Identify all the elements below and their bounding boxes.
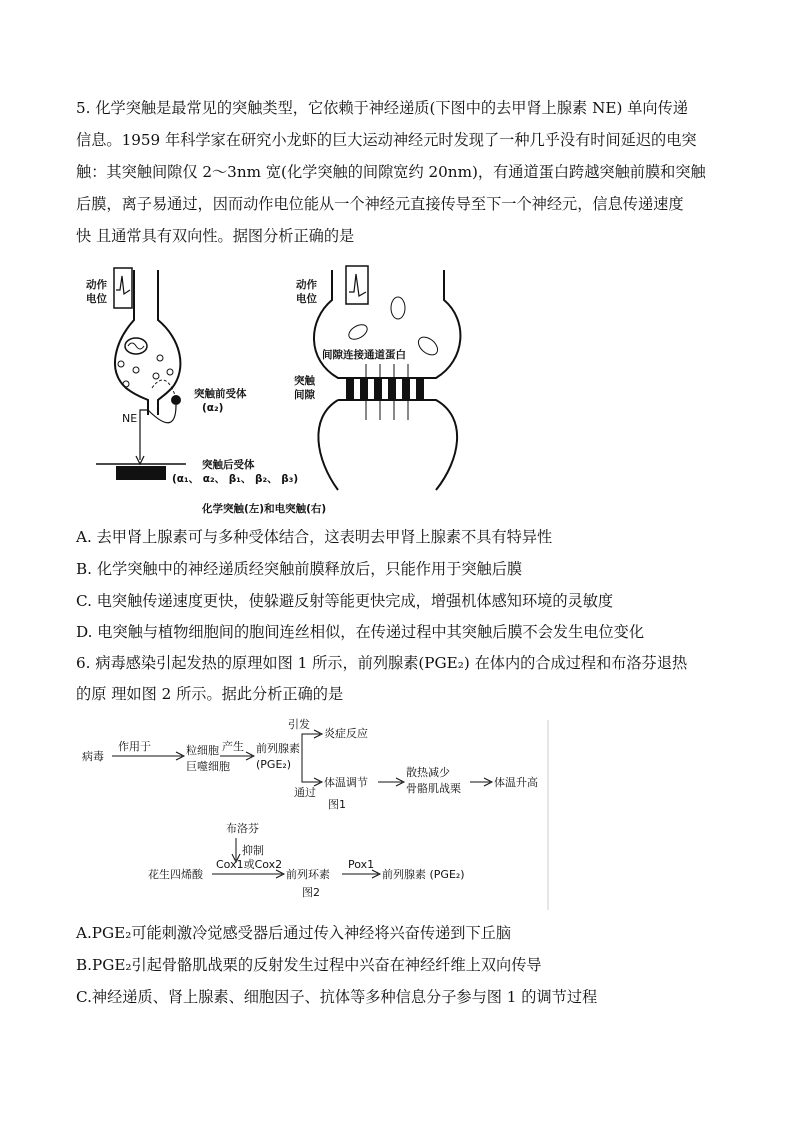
- q6-stem-line-2: 的原 理如图 2 所示。据此分析正确的是: [76, 685, 344, 703]
- q6-option-a: A.PGE₂可能刺激冷觉感受器后通过传入神经将兴奋传递到下丘脑: [76, 924, 512, 942]
- fig1-pge-line1: 前列腺素: [256, 742, 300, 755]
- right-potential-label-2: 电位: [296, 293, 317, 305]
- cleft-label-1: 突触: [294, 375, 315, 387]
- fig2-aa: 花生四烯酸: [148, 868, 203, 881]
- fig1-result: 体温升高: [494, 776, 538, 789]
- q5-option-c: C. 电突触传递速度更快，使躲避反射等能更快完成，增强机体感知环境的灵敏度: [76, 592, 614, 610]
- q5-option-b: B. 化学突触中的神经递质经突触前膜释放后，只能作用于突触后膜: [76, 560, 523, 578]
- q5-option-d: D. 电突触与植物细胞间的胞间连丝相似，在传递过程中其突触后膜不会发生电位变化: [76, 623, 645, 641]
- cleft-label-2: 间隙: [294, 389, 315, 401]
- fig1-thermo: 体温调节: [324, 776, 368, 789]
- pre-receptor-dot: [171, 395, 181, 405]
- q5-stem-line-5: 快 且通常具有双向性。据图分析正确的是: [76, 227, 355, 245]
- pre-receptor-sub: (α₂): [202, 402, 224, 414]
- left-potential-label-1: 动作: [86, 279, 107, 291]
- q6-option-c: C.神经递质、肾上腺素、细胞因子、抗体等多种信息分子参与图 1 的调节过程: [76, 988, 598, 1006]
- post-receptor-block: [116, 466, 166, 480]
- right-potential-label-1: 动作: [296, 279, 317, 291]
- fig2-ibuprofen: 布洛芬: [226, 822, 259, 835]
- fig2-caption: 图2: [302, 886, 320, 899]
- fig1-acts-on: 作用于: [118, 740, 151, 753]
- fig1-pge-line2: (PGE₂): [256, 758, 292, 771]
- gap-channel-label: 间隙连接通道蛋白: [322, 349, 406, 361]
- fig2-product: 前列腺素 (PGE₂): [382, 868, 465, 881]
- fig1-cell2: 巨噬细胞: [186, 760, 230, 773]
- fig2-endoperoxide: 前列环素: [286, 868, 330, 881]
- q5-stem-line-3: 触：其突触间隙仅 2～3nm 宽(化学突触的间隙宽约 20nm)，有通道蛋白跨越突触前膜和突触: [76, 163, 706, 181]
- fig1-via: 通过: [294, 786, 316, 799]
- pre-receptor-label: 突触前受体: [194, 388, 247, 400]
- synapse-figure: [76, 260, 496, 522]
- q5-stem-line-4: 后膜，离子易通过，因而动作电位能从一个神经元直接传导至下一个神经元，信息传递速度: [76, 195, 684, 213]
- fig2-inhibit: 抑制: [242, 844, 264, 857]
- fig2-pox: Pox1: [348, 858, 375, 871]
- fig2-cox: Cox1或Cox2: [216, 858, 283, 871]
- q5-option-a: A. 去甲肾上腺素可与多种受体结合，这表明去甲肾上腺素不具有特异性: [76, 528, 553, 546]
- fig1-effect2: 骨骼肌战栗: [406, 782, 461, 795]
- post-receptor-label: 突触后受体: [202, 459, 255, 471]
- ne-label: NE: [122, 412, 138, 425]
- q5-stem-line-1: 5. 化学突触是最常见的突触类型，它依赖于神经递质(下图中的去甲肾上腺素 NE) 单向传递: [76, 99, 688, 117]
- q6-stem-line-1: 6. 病毒感染引起发热的原理如图 1 所示，前列腺素(PGE₂) 在体内的合成过程和布洛芬退热: [76, 654, 688, 672]
- left-potential-label-2: 电位: [86, 293, 107, 305]
- fig1-cause: 引发: [288, 718, 310, 731]
- fig1-cell1: 粒细胞: [186, 744, 219, 757]
- fig1-virus: 病毒: [82, 750, 104, 763]
- post-receptor-sub: (α₁、 α₂、 β₁、 β₂、 β₃): [172, 473, 299, 485]
- fig1-effect1: 散热减少: [406, 766, 450, 779]
- figure-caption: 化学突触(左)和电突触(右): [202, 503, 327, 515]
- fever-mechanism-figure: [76, 716, 550, 912]
- q5-stem-line-2: 信息。1959 年科学家在研究小龙虾的巨大运动神经元时发现了一种几乎没有时间延迟的电突: [76, 131, 697, 149]
- fig1-inflammation: 炎症反应: [324, 727, 368, 740]
- gap-junction-channels: [346, 378, 424, 400]
- fig1-caption: 图1: [328, 798, 346, 811]
- fig1-produce: 产生: [222, 740, 244, 753]
- q6-option-b: B.PGE₂引起骨骼肌战栗的反射发生过程中兴奋在神经纤维上双向传导: [76, 956, 542, 974]
